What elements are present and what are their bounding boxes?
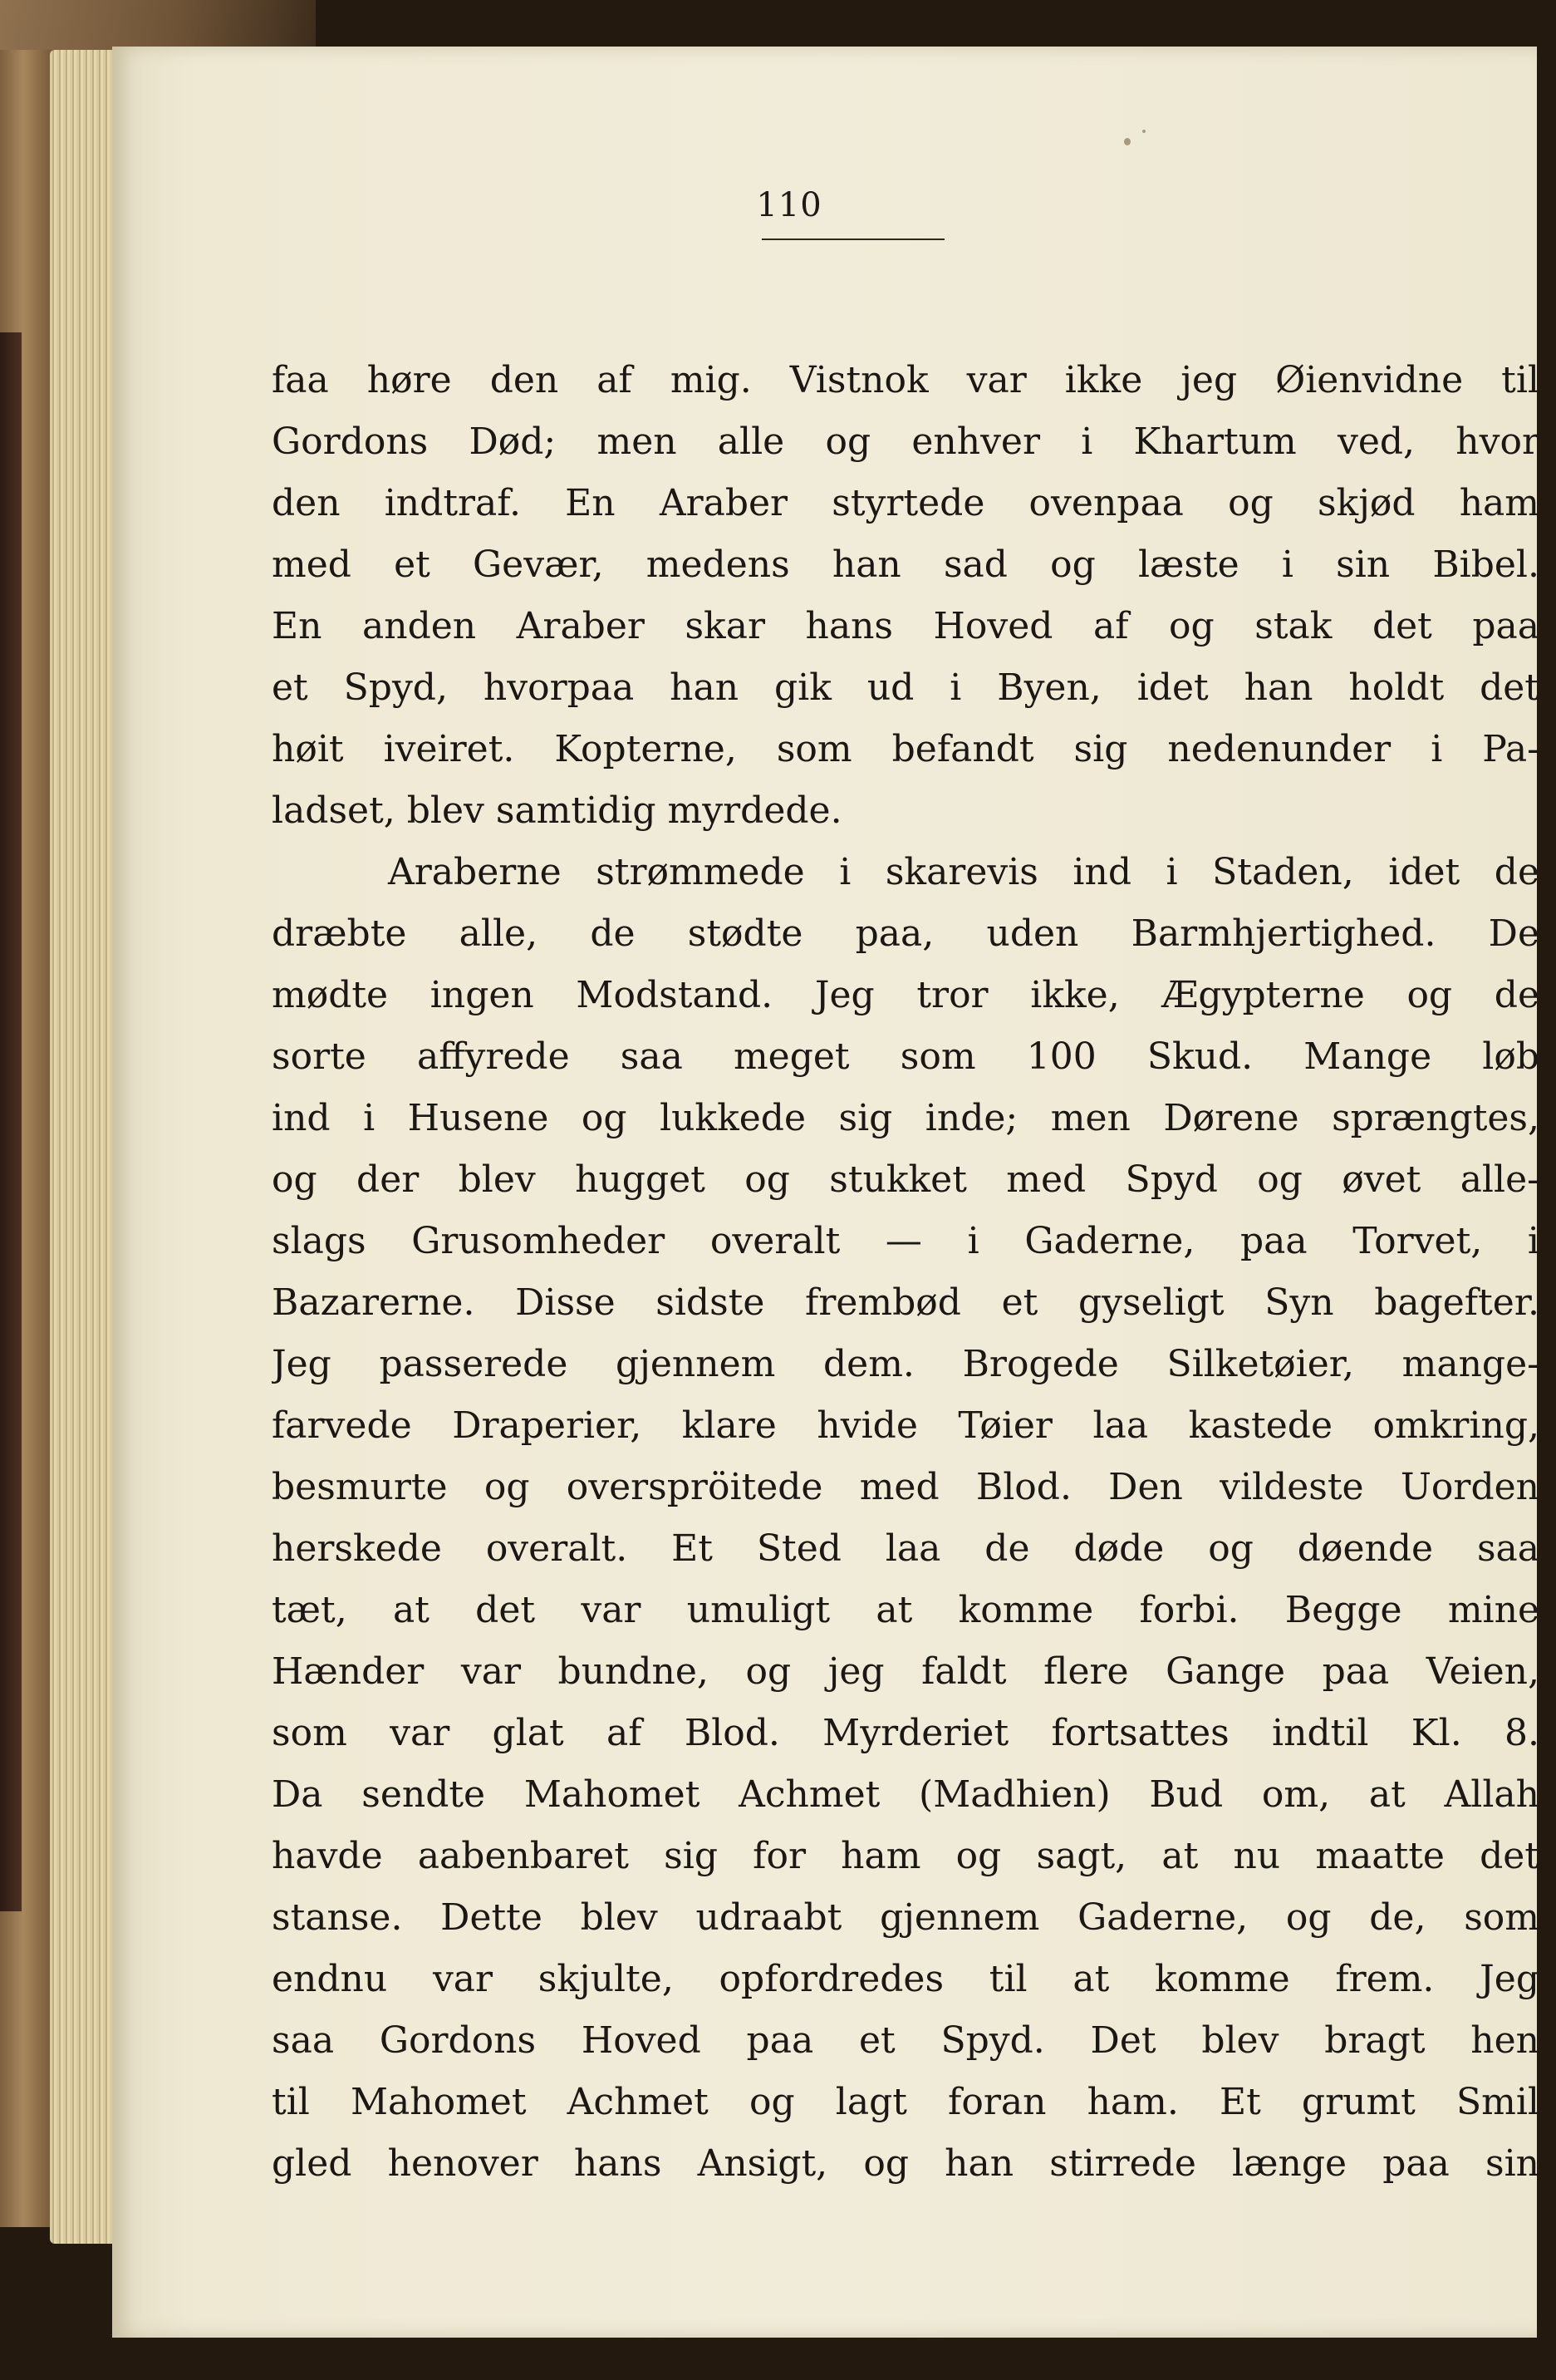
text-line: stanse. Dette blev udraabt gjennem Gaderne, og de, som xyxy=(272,1896,1539,1939)
text-line: mødte ingen Modstand. Jeg tror ikke, Ægypterne og de xyxy=(272,974,1539,1016)
body-text xyxy=(272,350,1539,2195)
book-spine-shadow xyxy=(0,332,22,1911)
text-line: ind i Husene og lukkede sig inde; men Dørene sprængtes, xyxy=(272,1097,1539,1139)
text-line: ladset, blev samtidig myrdede. xyxy=(272,789,842,832)
text-line: Jeg passerede gjennem dem. Brogede Silketøier, mange- xyxy=(272,1343,1539,1385)
text-line: Da sendte Mahomet Achmet (Madhien) Bud om, at Allah xyxy=(272,1773,1539,1816)
text-line: Bazarerne. Disse sidste frembød et gyseligt Syn bagefter. xyxy=(272,1281,1539,1324)
page-number: 110 xyxy=(756,186,822,224)
text-line: saa Gordons Hoved paa et Spyd. Det blev bragt hen xyxy=(272,2019,1539,2062)
text-line: sorte affyrede saa meget som 100 Skud. Mange løb xyxy=(272,1035,1539,1078)
text-line: gled henover hans Ansigt, og han stirrede længe paa sin xyxy=(272,2142,1539,2185)
text-line: slags Grusomheder overalt — i Gaderne, paa Torvet, i xyxy=(272,1220,1539,1262)
paper-speck xyxy=(1124,138,1131,145)
text-line: med et Gevær, medens han sad og læste i sin Bibel. xyxy=(272,543,1539,586)
text-line: høit iveiret. Kopterne, som befandt sig nedenunder i Pa- xyxy=(272,728,1539,770)
text-line: havde aabenbaret sig for ham og sagt, at nu maatte det xyxy=(272,1835,1539,1877)
text-line: dræbte alle, de stødte paa, uden Barmhjertighed. De xyxy=(272,912,1539,955)
text-line: Araberne strømmede i skarevis ind i Staden, idet de xyxy=(388,851,1539,893)
text-line: farvede Draperier, klare hvide Tøier laa kastede omkring, xyxy=(272,1404,1539,1447)
text-line: besmurte og overspröitede med Blod. Den vildeste Uorden xyxy=(272,1466,1539,1508)
text-line: som var glat af Blod. Myrderiet fortsattes indtil Kl. 8. xyxy=(272,1712,1539,1754)
book-page xyxy=(112,47,1537,2338)
text-line: faa høre den af mig. Vistnok var ikke jeg Øienvidne til xyxy=(272,359,1539,401)
text-line: og der blev hugget og stukket med Spyd og øvet alle- xyxy=(272,1158,1539,1201)
text-line: tæt, at det var umuligt at komme forbi. Begge mine xyxy=(272,1589,1539,1631)
text-line: den indtraf. En Araber styrtede ovenpaa og skjød ham xyxy=(272,482,1539,524)
paper-speck xyxy=(1142,130,1146,133)
text-line: En anden Araber skar hans Hoved af og stak det paa xyxy=(272,605,1539,647)
header-rule xyxy=(762,238,945,240)
text-line: et Spyd, hvorpaa han gik ud i Byen, idet han holdt det xyxy=(272,666,1539,709)
text-line: herskede overalt. Et Sted laa de døde og døende saa xyxy=(272,1527,1539,1570)
text-line: endnu var skjulte, opfordredes til at komme frem. Jeg xyxy=(272,1958,1539,2000)
text-line: Hænder var bundne, og jeg faldt flere Gange paa Veien, xyxy=(272,1650,1539,1693)
text-line: Gordons Død; men alle og enhver i Khartum ved, hvor xyxy=(272,420,1539,463)
text-line: til Mahomet Achmet og lagt foran ham. Et grumt Smil xyxy=(272,2081,1539,2123)
